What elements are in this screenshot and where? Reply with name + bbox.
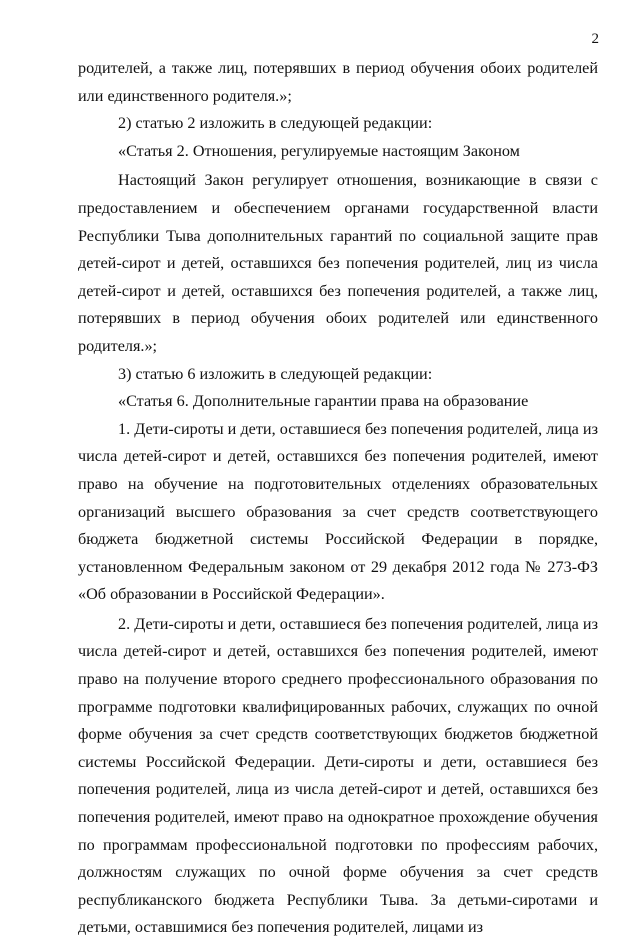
article-2-text: Настоящий Закон регулирует отношения, возникающие в связи с предоставлением и обеспечением органами государственной власти Республики Тыва дополнительных гарантий по социальной защите прав детей-сирот и детей, оставшихся без попечения родителей, лиц из числа детей-сирот и детей, оставшихся без попечения родителей, а также лиц, потерявших в период обучения обоих родителей или единственного родителя.»; <box>78 171 598 355</box>
article-6-heading: «Статья 6. Дополнительные гарантии права на образование <box>118 392 529 411</box>
document-body <box>78 55 598 942</box>
article-6-clause-2: 2. Дети-сироты и дети, оставшиеся без попечения родителей, лица из числа детей-сирот и детей, оставшихся без попечения родителей, имеют право на получение второго среднего профессионального образования по программе подготовки квалифицированных рабочих, служащих по очной форме обучения за счет средств соответствующих бюджетов бюджетной системы Российской Федерации. Дети-сироты и дети, оставшиеся без попечения родителей, лица из числа детей-сирот и детей, оставшихся без попечения родителей, имеют право на однократное прохождение обучения по программам профессиональной подготовки по профессиям рабочих, должностям служащих по очной форме обучения за счет средств республиканского бюджета Республики Тыва. За детьми-сиротами и детьми, оставшимися без попечения родителей, лицами из <box>78 614 598 937</box>
article-2-heading: «Статья 2. Отношения, регулируемые настоящим Законом <box>118 141 520 160</box>
paragraph-amendment-article-2: 2) статью 2 изложить в следующей редакции: <box>118 114 433 133</box>
article-6-clause-1: 1. Дети-сироты и дети, оставшиеся без попечения родителей, лица из числа детей-сирот и детей, оставшихся без попечения родителей, имеют право на обучение на подготовительных отделениях образовательных организаций высшего образования за счет средств соответствующего бюджета бюджетной системы Российской Федерации в порядке, установленном Федеральным законом от 29 декабря 2012 года № 273-ФЗ «Об образовании в Российской Федерации». <box>78 419 598 604</box>
paragraph-continuation: родителей, а также лиц, потерявших в период обучения обоих родителей или единственного родителя.»; <box>78 59 598 105</box>
paragraph-amendment-article-6: 3) статью 6 изложить в следующей редакции: <box>118 364 433 383</box>
page-number: 2 <box>591 31 599 47</box>
